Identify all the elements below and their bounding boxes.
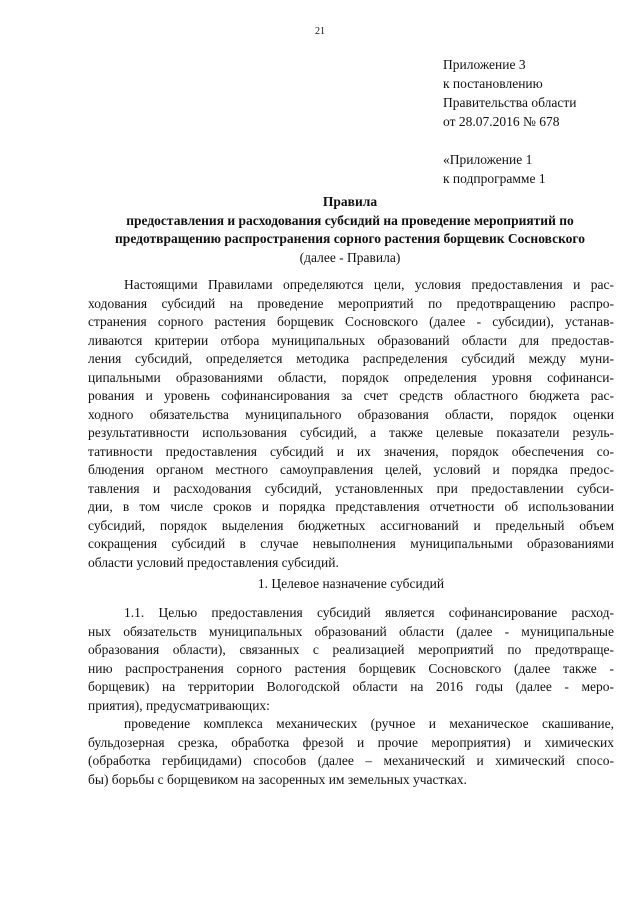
appendix-line: от 28.07.2016 № 678	[443, 114, 560, 129]
document-subtitle-line: предоставления и расходования субсидий на проведение мероприятий по	[126, 212, 574, 228]
appendix-line: Приложение 3	[443, 57, 526, 72]
section-1-body	[88, 604, 614, 789]
section-1-paragraph-1-line: ных обязательств муниципальных образований области (далее - муниципальные	[88, 623, 614, 639]
intro-line: результативности использования субсидий, а также целевые показатели резуль-	[88, 425, 614, 440]
intro-line: странения сорного растения борщевик Сосновского (далее - субсидии), устанав-	[88, 314, 614, 329]
intro-line: области условий предоставления субсидий.	[88, 554, 339, 570]
section-1-paragraph-2-line: бульдозерная срезка, обработка фрезой и прочие мероприятия) и химических	[88, 734, 614, 750]
appendix-line: Правительства области	[443, 95, 577, 110]
intro-line: тавления и расходования субсидий, установленных при предоставлении субси-	[88, 480, 614, 496]
intro-line: тативности предоставления субсидий и их значения, порядок обеспечения со-	[88, 443, 614, 459]
intro-line: рования и уровень софинансирования за счет средств областного бюджета рас-	[88, 388, 614, 403]
intro-line: сокращения субсидий в случае невыполнения муниципальными образованиями	[88, 536, 614, 551]
intro-line: ходного обязательства муниципального образования области, порядок оценки	[88, 406, 614, 422]
page-number: 21	[315, 26, 325, 37]
intro-line: блюдения органом местного самоуправления целей, условий и порядка предос-	[88, 462, 614, 477]
intro-line: ления субсидий, определяется методика распределения субсидий между муни-	[88, 351, 614, 366]
intro-line: дии, в том числе сроков и порядка представления отчетности об использовании	[88, 499, 614, 514]
section-1-paragraph-2-line: бы) борьбы с борщевиком на засоренных им земельных участках.	[88, 771, 467, 787]
intro-paragraph	[88, 276, 614, 572]
section-1-paragraph-2-line: проведение комплекса механических (ручное и механическое скашивание,	[124, 716, 614, 731]
section-1-paragraph-1-line: образования области), связанных с реализацией мероприятий по предотвраще-	[88, 642, 614, 657]
section-1-paragraph-1-line: 1.1. Целью предоставления субсидий является софинансирование расход-	[124, 605, 614, 620]
sub-appendix-line: «Приложение 1	[443, 152, 533, 167]
intro-line: ципальными образованиями области, порядок определения уровня софинанси-	[88, 369, 614, 385]
section-1-paragraph-1-line: нию распространения сорного растения борщевик Сосновского (далее также -	[88, 660, 614, 676]
sub-appendix-line: к подпрограмме 1	[443, 171, 546, 186]
appendix-spacer	[443, 131, 576, 150]
appendix-block	[443, 55, 576, 188]
intro-line: Настоящими Правилами определяются цели, условия предоставления и рас-	[124, 277, 614, 292]
section-heading: 1. Целевое назначение субсидий	[257, 576, 445, 591]
intro-line: ходования субсидий на проведение мероприятий по предотвращению распро-	[88, 295, 614, 311]
document-title-block	[80, 193, 620, 267]
intro-line: ливаются критерии отбора муниципальных образований области для предостав-	[88, 332, 614, 348]
section-1-paragraph-1-line: борщевик) на территории Вологодской области на 2016 годы (далее - меро-	[88, 679, 614, 694]
document-subtitle-line: предотвращению распространения сорного растения борщевик Сосновского	[115, 231, 585, 246]
document-title: Правила	[322, 194, 378, 209]
appendix-line: к постановлению	[443, 76, 543, 91]
intro-line: субсидий, порядок выделения бюджетных ассигнований и предельный объем	[88, 517, 614, 533]
document-title-note: (далее - Правила)	[299, 249, 401, 265]
section-1-paragraph-2-line: (обработка гербицидами) способов (далее – механический и химический спосо-	[88, 753, 614, 768]
section-1-paragraph-1-line: приятия), предусматривающих:	[88, 697, 270, 713]
